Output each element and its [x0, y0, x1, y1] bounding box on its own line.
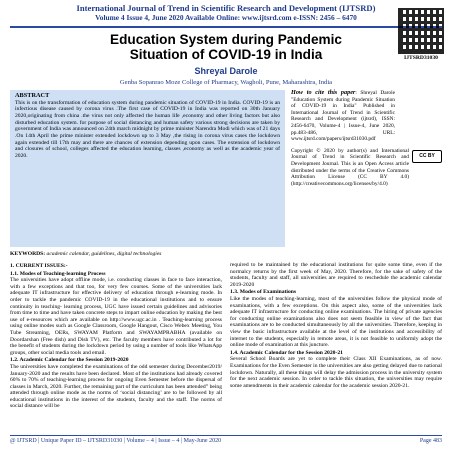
- abstract-body: This is on the transformation of education system during pandemic situation of COVID-19 in India. COVID-19 is an infectious disease caused by corona virus .The first case of COVID-19 in India was reported on 30th January 2020,originating from china .the virus not only affected the human life ,economy and other living factors but also disturbed education system. for purpose of social distancing and human safety various strong decisions are taken by government of India was announced on 24th march midnight by prime minister Narendra Modi which was of 21 days .On 14th April the prime minister extended lockdown up to 3 May ,the rising in corona virus cases the lockdown again extended till 17th may and there are chances of extension depending upon cases. The extension of lockdown and closures of school, colleges affected the education learning, classes ,economy as well as the academic year of 2020.: [15, 99, 280, 159]
- journal-header: [10, 3, 442, 23]
- body-column-right: [230, 262, 442, 389]
- section-heading: 1.3. Modes of Examinations: [230, 289, 297, 296]
- abstract-heading: ABSTRACT: [15, 92, 50, 99]
- author-affiliation: Genba Sopanrao Moze College of Pharmacy, Wagholi, Pune, Maharashtra, India: [119, 79, 333, 86]
- citation-box: [291, 90, 442, 187]
- page-footer: [10, 438, 442, 444]
- citation-heading: How to cite this paper: [291, 89, 356, 96]
- body-column-left: [10, 262, 222, 410]
- paper-qr-code: [398, 8, 450, 64]
- journal-name: International Journal of Trend in Scientific Research and Development (IJTSRD): [76, 3, 376, 13]
- header-divider: [10, 26, 442, 28]
- body-paragraph: Several School Boards are yet to complete their Class XII Examinations, as of now. Examinations for the Even Semester in the universities are also getting delayed due to national lockdown. Naturally, all these things will delay the admission process in the university system for the next academic session. In order to tackle this situation, the universities may require some amendments in their academic calendar for the academic session 2020-21.: [230, 356, 442, 389]
- section-heading: 1.1. Modes of Teaching-learning Process: [10, 270, 106, 277]
- section-heading: 1.4. Academic Calendar for the Session 2020-21: [230, 349, 343, 356]
- paper-title-line-1: Education System during Pandemic: [110, 32, 342, 47]
- cc-license-badge-icon: CC BY: [412, 150, 442, 163]
- paper-id-caption: IJTSRD31030: [404, 55, 438, 61]
- abstract-box: [10, 90, 285, 247]
- footer-divider: [10, 435, 442, 436]
- author-name: Shreyal Darole: [194, 66, 258, 76]
- citation-body: : Shreyal Darole "Education System during Pandemic Situation of COVID-19 in India" Published in International Journal of Trend in Scientific Research and Development (ijtsrd), ISSN: 2456-6470, Volume-4 | Issue-4, June 2020, pp.483-486, URL: www.ijtsrd.com/papers/ijtsrd31030.pdf: [291, 90, 395, 143]
- body-paragraph: required to be maintained by the educational institutions for quite some time, even if the normalcy returns by the first week of May, 2020. Therefore, for the sake of safety of the students, faculty and staff, all universities are required to reschedule the academic calendar 2019-2020: [230, 262, 442, 288]
- section-heading: 1. CURRENT ISSUES:-: [10, 263, 68, 269]
- body-paragraph: The universities have completed the examinations of the odd semester during December2019/ January-2020 and the results have been declared. Most of the institutions had already covered 60% to 70% of teaching-learning process for ongoing Even Semester before the dispersal of classes in March, 2020. Further, the remaining part of the curriculum has been attended” being attended through online mode as the norms of ‘social distancing’ are to be followed by all educational institutions in the interest of the students, faculty and the staff. The norms of social distance will be: [10, 363, 222, 410]
- citation-text: [291, 90, 395, 143]
- section-heading: 1.2. Academic Calendar for the Session 2019-2020: [10, 357, 129, 364]
- copyright-notice: [291, 148, 442, 188]
- journal-volume-line: Volume 4 Issue 4, June 2020 Available Online: www.ijtsrd.com e-ISSN: 2456 – 6470: [95, 13, 357, 22]
- qr-code-icon: [398, 8, 444, 54]
- body-paragraph: Like the modes of teaching-learning, most of the universities follow the physical mode of examinations, with a few exceptions. On this aspect also, some of the universities lack adequate IT infrastructure for conducting online examinations. The hiring of private agencies for conducting online examinations also does not seem feasible in view of the fact that examinations are to be conducted simultaneously by all the universities. Therefore, keeping in view the basic infrastructure available at the level of the institutions and accessibility of internet to the students, especially in remote areas, it is not feasible to uniformly adopt the online mode of examination at this juncture.: [230, 295, 442, 349]
- paper-title-line-2: Situation of COVID-19 in India: [129, 46, 323, 62]
- keywords-label: KEYWORDS:: [10, 251, 46, 257]
- keywords: [10, 251, 285, 257]
- paper-title: [30, 33, 422, 62]
- keywords-value: academic calendar, guidelines, digital technologies: [45, 251, 162, 257]
- body-paragraph: The universities have adopt offline mode, i.e. conducting classes in face to face interaction, with a few exceptions and that too, for very few courses. Some of the universities lack adequate IT infrastructure for effective delivery of education through e-learning mode. In order to tackle the pandemic COVID-19 in the educational institutions and to ensure continuity in teaching- learning process, UGC have issued certain guidelines and advisories from time to time and have taken concrete steps to impart online education by making the best use of e-resources which are available on http://www.ugc.ac.in . Teaching-learning process using online modes such as Google Classroom, Google Hangout, Cisco Webex Meeting, You Tube Streaming, OERs, SWAYAM Platform and SWAYAMPRABHA (available on Doordarshan (Free dish) and Dish TV), etc. The faculty members have contributed a lot for the benefit of students during the lockdown period by using a number of tools like WhatsApp groups, other social media tools and email.: [10, 277, 222, 356]
- copyright-text: Copyright © 2020 by author(s) and International Journal of Trend in Scientific Research and Development Journal. This is an Open Access article distributed under the terms of the Creative Commons Attribution License (CC BY 4.0) (http://creativecommons.org/licenses/by/4.0): [291, 147, 409, 187]
- page-number: Page 483: [419, 438, 442, 444]
- footer-info: @ IJTSRD | Unique Paper ID – IJTSRD31030 | Volume – 4 | Issue – 4 | May-June 2020: [10, 438, 222, 444]
